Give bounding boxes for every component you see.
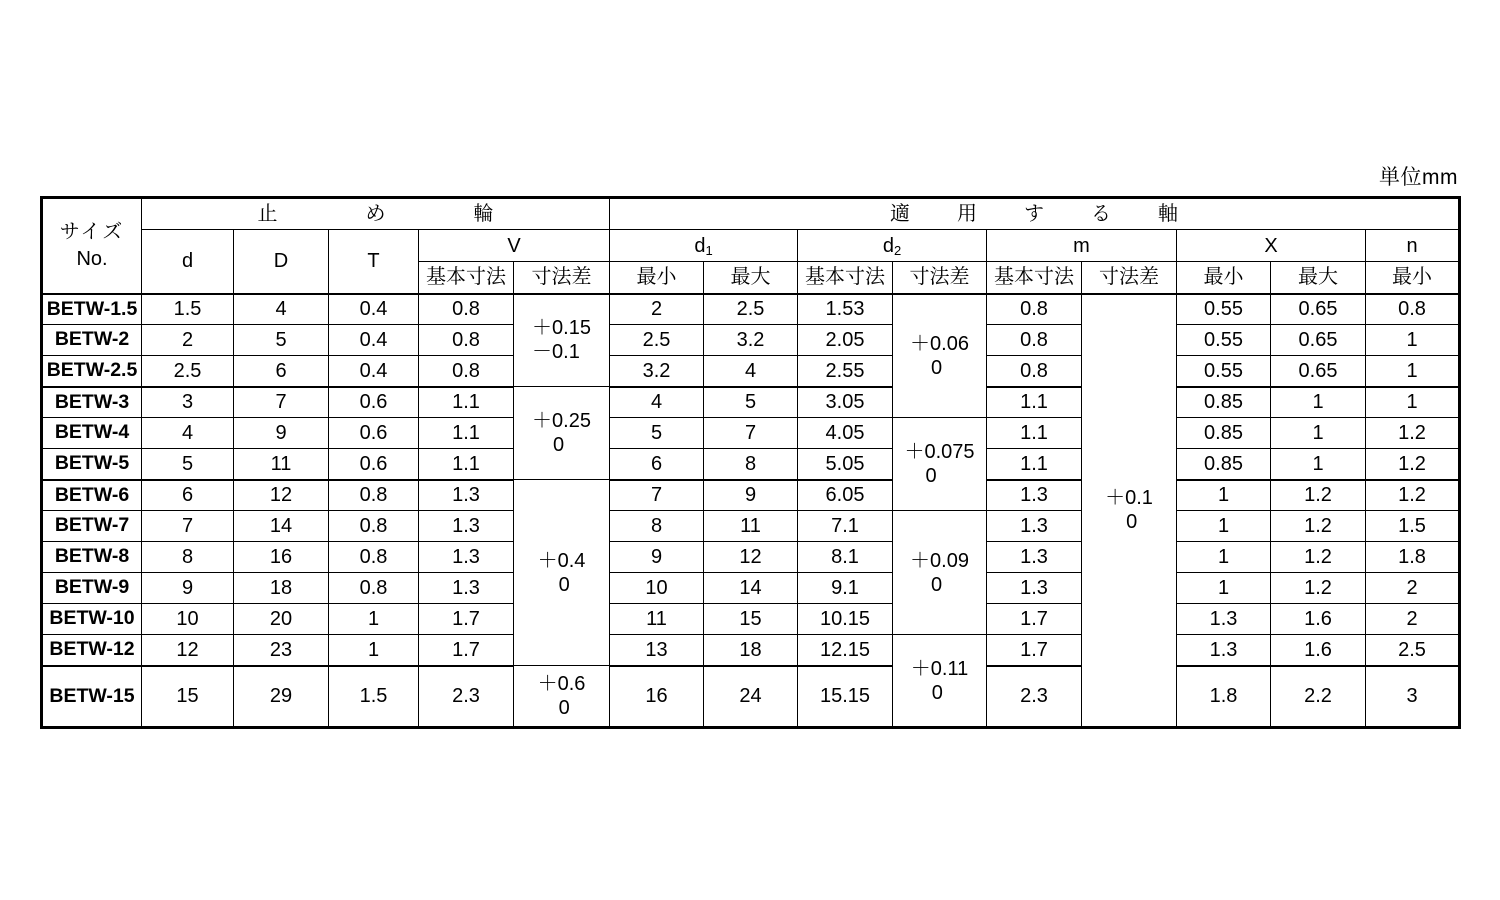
cell-D: 9: [234, 418, 329, 449]
table-row: [42, 604, 1460, 635]
cell-m-basic: 0.8: [987, 356, 1082, 387]
cell-d1-max: 15: [704, 604, 798, 635]
cell-T: 0.8: [329, 573, 419, 604]
unit-label: 単位mm: [1379, 166, 1458, 189]
row-label: BETW-8: [42, 542, 142, 573]
col-header-X: X: [1177, 230, 1366, 262]
cell-d1-min: 6: [610, 449, 704, 480]
cell-d2-basic: 8.1: [798, 542, 893, 573]
subheader-x-max: 最大: [1271, 262, 1366, 294]
cell-T: 1.5: [329, 666, 419, 728]
cell-x-max: 0.65: [1271, 356, 1366, 387]
cell-n-min: 1: [1366, 325, 1460, 356]
cell-d1-min: 2.5: [610, 325, 704, 356]
tolerance-value: ＋0.15 －0.1: [532, 317, 591, 364]
cell-m-basic: 1.1: [987, 418, 1082, 449]
cell-d2-basic: 5.05: [798, 449, 893, 480]
cell-d1-min: 5: [610, 418, 704, 449]
table-row: [42, 387, 1460, 418]
cell-D: 20: [234, 604, 329, 635]
col-header-d1: $d_1$: [610, 230, 798, 262]
cell-d2-tol: [893, 294, 987, 418]
cell-m-basic: 1.3: [987, 542, 1082, 573]
cell-x-max: 2.2: [1271, 666, 1366, 728]
subheader-n-min: 最小: [1366, 262, 1460, 294]
subheader-m-basic: 基本寸法: [987, 262, 1082, 294]
cell-d2-basic: 1.53: [798, 294, 893, 325]
cell-v-basic: 1.1: [419, 387, 514, 418]
table-row: [42, 325, 1460, 356]
cell-d: 2: [142, 325, 234, 356]
table-row: [42, 573, 1460, 604]
cell-x-min: 0.85: [1177, 387, 1271, 418]
cell-m-basic: 1.3: [987, 511, 1082, 542]
cell-d1-max: 18: [704, 635, 798, 666]
table-row: [42, 511, 1460, 542]
cell-d1-min: 13: [610, 635, 704, 666]
cell-m-basic: 1.1: [987, 449, 1082, 480]
cell-d2-basic: 7.1: [798, 511, 893, 542]
subheader-d1-min: 最小: [610, 262, 704, 294]
cell-x-min: 0.55: [1177, 294, 1271, 325]
cell-m-basic: 0.8: [987, 325, 1082, 356]
group-header-applicable-shaft: 適用する軸: [610, 198, 1460, 230]
cell-d1-min: 7: [610, 480, 704, 511]
cell-v-basic: 1.3: [419, 511, 514, 542]
cell-n-min: 1.2: [1366, 449, 1460, 480]
group-header-retaining-ring: 止め輪: [142, 198, 610, 230]
col-header-D: D: [234, 230, 329, 294]
cell-d1-max: 11: [704, 511, 798, 542]
cell-d: 12: [142, 635, 234, 666]
cell-x-min: 1: [1177, 511, 1271, 542]
cell-x-max: 1.6: [1271, 604, 1366, 635]
cell-m-tol: [1082, 294, 1177, 728]
cell-m-basic: 1.1: [987, 387, 1082, 418]
cell-d2-basic: 10.15: [798, 604, 893, 635]
cell-m-basic: 2.3: [987, 666, 1082, 728]
cell-d2-basic: 4.05: [798, 418, 893, 449]
header-row-groups: [42, 198, 1460, 230]
cell-v-basic: 0.8: [419, 294, 514, 325]
row-label: BETW-15: [42, 666, 142, 728]
cell-d2-basic: 2.05: [798, 325, 893, 356]
cell-T: 0.8: [329, 511, 419, 542]
cell-d1-min: 4: [610, 387, 704, 418]
col-header-d2: $d_2$: [798, 230, 987, 262]
cell-d2-tol: [893, 511, 987, 635]
cell-D: 11: [234, 449, 329, 480]
cell-d2-basic: 9.1: [798, 573, 893, 604]
table-row: [42, 542, 1460, 573]
cell-T: 0.4: [329, 294, 419, 325]
cell-n-min: 1: [1366, 387, 1460, 418]
cell-x-max: 1: [1271, 387, 1366, 418]
cell-v-basic: 1.3: [419, 480, 514, 511]
cell-x-max: 0.65: [1271, 325, 1366, 356]
tolerance-value: ＋0.06 0: [910, 332, 969, 379]
table-row: [42, 480, 1460, 511]
cell-v-basic: 1.1: [419, 418, 514, 449]
size-label-line1: サイズ: [59, 220, 125, 243]
cell-x-min: 0.85: [1177, 449, 1271, 480]
cell-x-max: 1.2: [1271, 480, 1366, 511]
row-label: BETW-5: [42, 449, 142, 480]
row-label: BETW-6: [42, 480, 142, 511]
row-label: BETW-2: [42, 325, 142, 356]
tolerance-value: ＋0.25 0: [532, 410, 591, 456]
cell-x-max: 1: [1271, 449, 1366, 480]
cell-d1-max: 4: [704, 356, 798, 387]
tolerance-value: ＋0.11 0: [910, 657, 969, 704]
table-row: [42, 294, 1460, 325]
col-header-m: m: [987, 230, 1177, 262]
cell-n-min: 1.8: [1366, 542, 1460, 573]
cell-v-basic: 1.7: [419, 635, 514, 666]
cell-v-basic: 2.3: [419, 666, 514, 728]
row-label: BETW-4: [42, 418, 142, 449]
cell-x-max: 1.2: [1271, 542, 1366, 573]
col-header-T: T: [329, 230, 419, 294]
cell-x-min: 0.55: [1177, 356, 1271, 387]
cell-d1-max: 8: [704, 449, 798, 480]
cell-T: 0.4: [329, 325, 419, 356]
tolerance-value: ＋0.09 0: [910, 549, 969, 596]
subheader-d1-max: 最大: [704, 262, 798, 294]
cell-n-min: 3: [1366, 666, 1460, 728]
cell-d: 10: [142, 604, 234, 635]
cell-d1-max: 3.2: [704, 325, 798, 356]
cell-D: 4: [234, 294, 329, 325]
cell-T: 0.6: [329, 449, 419, 480]
row-label: BETW-3: [42, 387, 142, 418]
cell-v-basic: 0.8: [419, 325, 514, 356]
cell-m-basic: 1.3: [987, 480, 1082, 511]
subheader-v-tol: 寸法差: [514, 262, 610, 294]
cell-v-basic: 1.1: [419, 449, 514, 480]
cell-v-basic: 1.7: [419, 604, 514, 635]
cell-d: 15: [142, 666, 234, 728]
cell-x-max: 1: [1271, 418, 1366, 449]
cell-d1-max: 9: [704, 480, 798, 511]
cell-v-tol: [514, 480, 610, 666]
subheader-x-min: 最小: [1177, 262, 1271, 294]
col-header-V: V: [419, 230, 610, 262]
cell-n-min: 2: [1366, 573, 1460, 604]
cell-d1-max: 14: [704, 573, 798, 604]
cell-d: 9: [142, 573, 234, 604]
spec-table: [40, 196, 1461, 729]
table-row: [42, 449, 1460, 480]
cell-m-basic: 1.7: [987, 635, 1082, 666]
col-header-d: d: [142, 230, 234, 294]
cell-T: 0.4: [329, 356, 419, 387]
tolerance-value: ＋0.4 0: [537, 549, 586, 596]
cell-D: 12: [234, 480, 329, 511]
table-body: [42, 294, 1460, 728]
cell-m-basic: 0.8: [987, 294, 1082, 325]
cell-D: 29: [234, 666, 329, 728]
subheader-m-tol: 寸法差: [1082, 262, 1177, 294]
cell-T: 0.6: [329, 418, 419, 449]
cell-d: 6: [142, 480, 234, 511]
cell-D: 14: [234, 511, 329, 542]
cell-d: 3: [142, 387, 234, 418]
cell-d1-max: 12: [704, 542, 798, 573]
cell-d2-basic: 12.15: [798, 635, 893, 666]
tolerance-value: ＋0.6 0: [537, 673, 586, 719]
cell-d1-min: 9: [610, 542, 704, 573]
row-label: BETW-2.5: [42, 356, 142, 387]
cell-d2-tol: [893, 418, 987, 511]
tolerance-value: ＋0.1 0: [1105, 487, 1153, 534]
cell-x-max: 1.6: [1271, 635, 1366, 666]
cell-n-min: 1.2: [1366, 480, 1460, 511]
cell-D: 16: [234, 542, 329, 573]
cell-D: 7: [234, 387, 329, 418]
cell-n-min: 1: [1366, 356, 1460, 387]
size-label-line2: No.: [76, 247, 108, 270]
table-row: [42, 666, 1460, 728]
cell-v-tol: [514, 294, 610, 387]
row-label: BETW-1.5: [42, 294, 142, 325]
cell-d: 1.5: [142, 294, 234, 325]
cell-d1-max: 7: [704, 418, 798, 449]
cell-v-tol: [514, 387, 610, 480]
cell-d1-min: 3.2: [610, 356, 704, 387]
cell-n-min: 0.8: [1366, 294, 1460, 325]
cell-x-max: 0.65: [1271, 294, 1366, 325]
col-header-size: [42, 198, 142, 294]
cell-x-min: 0.85: [1177, 418, 1271, 449]
cell-x-min: 1.8: [1177, 666, 1271, 728]
cell-d: 8: [142, 542, 234, 573]
cell-d1-min: 10: [610, 573, 704, 604]
table-row: [42, 418, 1460, 449]
cell-d1-min: 16: [610, 666, 704, 728]
subheader-d2-tol: 寸法差: [893, 262, 987, 294]
cell-D: 18: [234, 573, 329, 604]
cell-x-min: 0.55: [1177, 325, 1271, 356]
table-row: [42, 356, 1460, 387]
cell-m-basic: 1.3: [987, 573, 1082, 604]
cell-T: 0.8: [329, 480, 419, 511]
cell-D: 6: [234, 356, 329, 387]
cell-v-tol: [514, 666, 610, 728]
cell-x-min: 1.3: [1177, 604, 1271, 635]
row-label: BETW-12: [42, 635, 142, 666]
cell-T: 0.6: [329, 387, 419, 418]
cell-m-basic: 1.7: [987, 604, 1082, 635]
cell-D: 23: [234, 635, 329, 666]
row-label: BETW-7: [42, 511, 142, 542]
cell-d: 2.5: [142, 356, 234, 387]
cell-d1-max: 5: [704, 387, 798, 418]
row-label: BETW-10: [42, 604, 142, 635]
cell-v-basic: 0.8: [419, 356, 514, 387]
cell-x-max: 1.2: [1271, 573, 1366, 604]
cell-x-min: 1: [1177, 573, 1271, 604]
table-row: [42, 635, 1460, 666]
tolerance-value: ＋0.075 0: [904, 441, 975, 487]
cell-v-basic: 1.3: [419, 573, 514, 604]
col-header-n: n: [1366, 230, 1460, 262]
cell-T: 1: [329, 604, 419, 635]
cell-n-min: 1.2: [1366, 418, 1460, 449]
cell-d2-tol: [893, 635, 987, 728]
cell-d2-basic: 2.55: [798, 356, 893, 387]
cell-d: 5: [142, 449, 234, 480]
cell-x-min: 1.3: [1177, 635, 1271, 666]
cell-T: 0.8: [329, 542, 419, 573]
table-header: [42, 198, 1460, 294]
cell-n-min: 1.5: [1366, 511, 1460, 542]
cell-n-min: 2: [1366, 604, 1460, 635]
cell-d1-min: 2: [610, 294, 704, 325]
cell-D: 5: [234, 325, 329, 356]
cell-d1-max: 24: [704, 666, 798, 728]
cell-d2-basic: 3.05: [798, 387, 893, 418]
cell-d: 7: [142, 511, 234, 542]
cell-d1-max: 2.5: [704, 294, 798, 325]
cell-x-min: 1: [1177, 542, 1271, 573]
cell-d2-basic: 15.15: [798, 666, 893, 728]
cell-n-min: 2.5: [1366, 635, 1460, 666]
subheader-d2-basic: 基本寸法: [798, 262, 893, 294]
cell-d1-min: 8: [610, 511, 704, 542]
cell-x-max: 1.2: [1271, 511, 1366, 542]
cell-d2-basic: 6.05: [798, 480, 893, 511]
cell-v-basic: 1.3: [419, 542, 514, 573]
cell-T: 1: [329, 635, 419, 666]
cell-d: 4: [142, 418, 234, 449]
row-label: BETW-9: [42, 573, 142, 604]
cell-d1-min: 11: [610, 604, 704, 635]
cell-x-min: 1: [1177, 480, 1271, 511]
subheader-v-basic: 基本寸法: [419, 262, 514, 294]
header-row-symbols: [42, 230, 1460, 262]
